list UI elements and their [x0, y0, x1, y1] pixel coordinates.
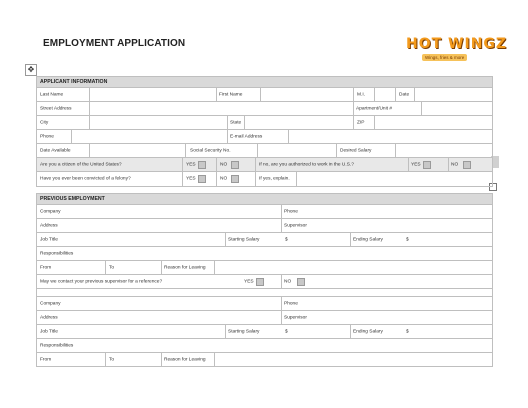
last-name-label: Last Name	[40, 92, 64, 97]
reason-label: Reason for Leaving	[164, 265, 206, 270]
felony-no-label: NO	[220, 176, 228, 182]
felony-question: Have you ever been convicted of a felony?	[40, 176, 131, 182]
felony-yes-label: YES	[186, 176, 196, 182]
explain-label: If yes, explain.	[259, 176, 290, 182]
spacer-row	[37, 289, 492, 297]
contact-no-checkbox[interactable]	[297, 278, 305, 286]
address-row	[37, 219, 492, 233]
supervisor-label: Supervisor	[284, 315, 307, 320]
felony-yes-checkbox[interactable]	[198, 175, 206, 183]
citizen-row	[37, 158, 492, 172]
hot-wingz-logo	[402, 34, 508, 68]
address-label: Address	[40, 223, 58, 228]
zip-label: ZIP	[357, 120, 365, 125]
dates-row	[37, 261, 492, 275]
starting-salary-currency: $	[285, 237, 288, 242]
starting-salary-label: Starting Salary	[228, 329, 260, 334]
section-title: APPLICANT INFORMATION	[40, 79, 108, 85]
ending-salary-label: Ending Salary	[353, 329, 383, 334]
job-title-row-2	[37, 325, 492, 339]
desired-salary-label: Desired Salary	[340, 148, 372, 153]
contact-row	[37, 275, 492, 289]
responsibilities-label: Responsibilities	[40, 251, 74, 256]
street-address-label: Street Address	[40, 106, 72, 111]
first-name-label: First Name	[219, 92, 243, 97]
authorized-yes-label: YES	[411, 162, 421, 167]
authorized-question: If no, are you authorized to work in the U.S.?	[259, 162, 354, 167]
applicant-information-table	[36, 76, 493, 187]
table-move-handle-icon[interactable]: ✥	[25, 64, 37, 76]
phone-label: Phone	[40, 134, 54, 139]
authorized-yes-checkbox[interactable]	[423, 161, 431, 169]
to-label: To	[109, 265, 115, 270]
contact-yes-label: YES	[244, 279, 254, 284]
contact-no-label: NO	[284, 279, 292, 284]
state-label: State	[230, 120, 242, 125]
to-label: To	[109, 357, 115, 362]
ending-salary-label: Ending Salary	[353, 237, 383, 242]
from-label: From	[40, 265, 52, 270]
date-available-label: Date Available	[40, 148, 71, 153]
address-row-2	[37, 311, 492, 325]
section-header	[37, 193, 492, 205]
citizen-no-checkbox[interactable]	[231, 161, 239, 169]
responsibilities-label: Responsibilities	[40, 343, 74, 348]
job-title-label: Job Title	[40, 237, 58, 242]
starting-salary-label: Starting Salary	[228, 237, 260, 242]
felony-no-checkbox[interactable]	[231, 175, 239, 183]
ending-salary-currency: $	[406, 237, 409, 242]
ssn-label: Social Security No.	[190, 148, 231, 153]
company-label: Company	[40, 209, 61, 214]
email-label: E-mail Address	[230, 134, 263, 139]
felony-row	[37, 172, 492, 187]
section-title: PREVIOUS EMPLOYMENT	[40, 196, 105, 202]
mi-label: M.I.	[357, 92, 365, 97]
phone-label: Phone	[284, 209, 298, 214]
company-row	[37, 205, 492, 219]
supervisor-label: Supervisor	[284, 223, 307, 228]
contact-yes-checkbox[interactable]	[256, 278, 264, 286]
name-row	[37, 88, 492, 102]
citizen-no-label: NO	[220, 162, 228, 167]
contact-question: May we contact your previous supervisor for a reference?	[40, 279, 163, 284]
section-header	[37, 76, 492, 88]
authorized-no-checkbox[interactable]	[463, 161, 471, 169]
citizen-yes-checkbox[interactable]	[198, 161, 206, 169]
date-label: Date	[399, 92, 410, 97]
logo-tagline: Wings, fries & more	[422, 54, 467, 61]
ending-salary-currency: $	[406, 329, 409, 334]
authorized-no-label: NO	[451, 162, 459, 167]
logo-text: HOT WINGZ	[406, 36, 508, 52]
city-label: City	[40, 120, 49, 125]
address-label: Address	[40, 315, 58, 320]
company-row-2	[37, 297, 492, 311]
citizen-question: Are you a citizen of the United States?	[40, 162, 122, 167]
phone-label: Phone	[284, 301, 298, 306]
reason-label: Reason for Leaving	[164, 357, 206, 362]
previous-employment-table	[36, 193, 493, 367]
availability-row	[37, 144, 492, 158]
city-row	[37, 116, 492, 130]
job-title-row	[37, 233, 492, 247]
responsibilities-row	[37, 247, 492, 261]
starting-salary-currency: $	[285, 329, 288, 334]
apartment-label: Apartment/Unit #	[356, 106, 392, 111]
from-label: From	[40, 357, 52, 362]
street-row	[37, 102, 492, 116]
page-title: EMPLOYMENT APPLICATION	[43, 38, 186, 49]
job-title-label: Job Title	[40, 329, 58, 334]
phone-row	[37, 130, 492, 144]
company-label: Company	[40, 301, 61, 306]
citizen-yes-label: YES	[186, 162, 196, 167]
dates-row-2	[37, 353, 492, 367]
responsibilities-row-2	[37, 339, 492, 353]
